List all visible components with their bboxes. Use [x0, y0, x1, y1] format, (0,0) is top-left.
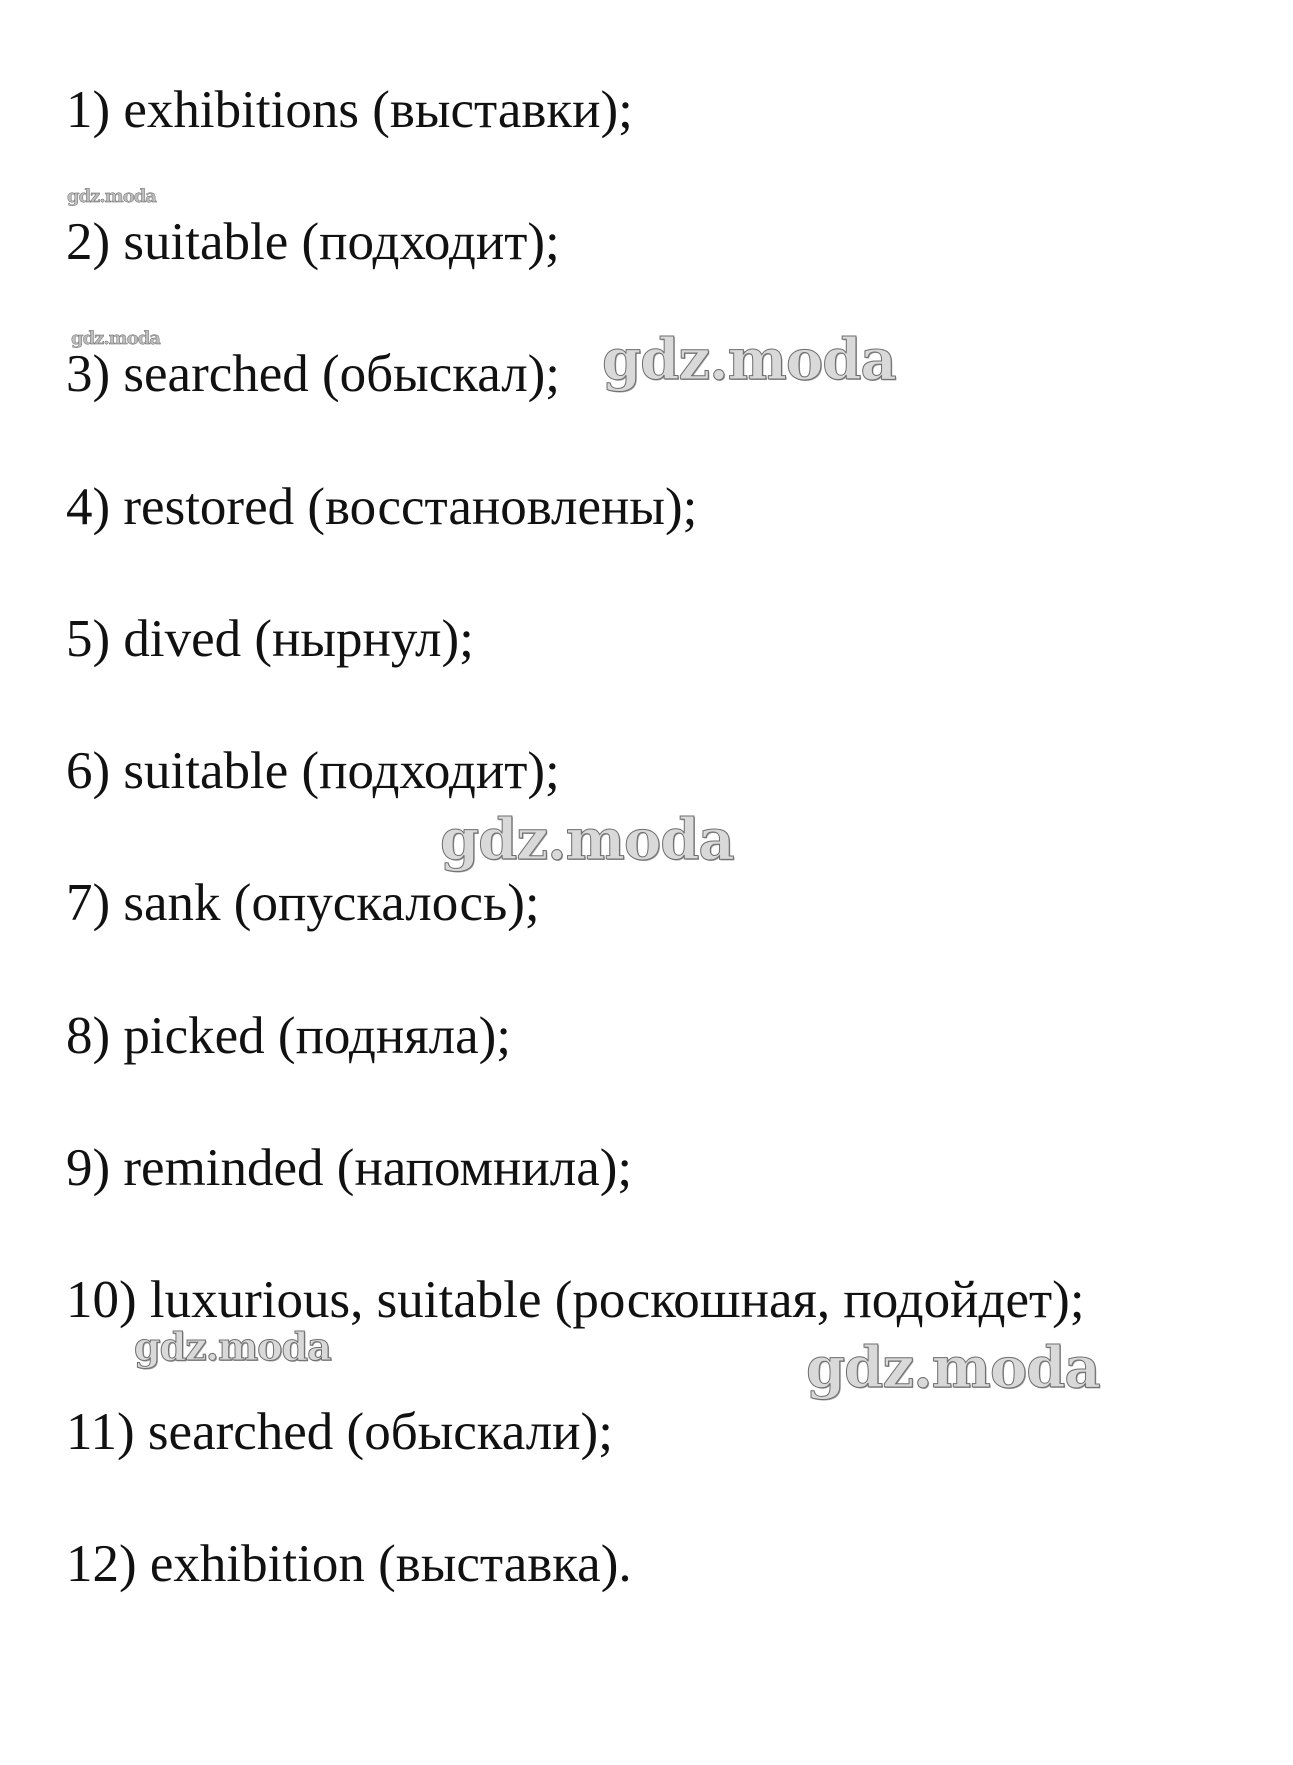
- answer-line-11: 11) searched (обыскали);: [66, 1403, 613, 1461]
- answer-line-5: 5) dived (нырнул);: [66, 610, 474, 668]
- answer-line-6: 6) suitable (подходит);: [66, 742, 560, 800]
- answer-line-8: 8) picked (подняла);: [66, 1007, 511, 1065]
- answer-line-1: 1) exhibitions (выставки);: [66, 81, 633, 139]
- answer-line-3: 3) searched (обыскал);: [66, 345, 561, 403]
- watermark-large-3: gdz.moda: [806, 1335, 1100, 1401]
- answer-line-4: 4) restored (восстановлены);: [66, 478, 698, 536]
- watermark-small-1: gdz.moda: [67, 186, 156, 207]
- answer-line-10: 10) luxurious, suitable (роскошная, подойдет);: [66, 1271, 1085, 1329]
- answer-line-2: 2) suitable (подходит);: [66, 213, 560, 271]
- watermark-large-1: gdz.moda: [602, 327, 896, 393]
- watermark-large-2: gdz.moda: [440, 807, 734, 873]
- answer-line-9: 9) reminded (напомнила);: [66, 1139, 633, 1197]
- watermark-small-2: gdz.moda: [71, 328, 160, 349]
- answer-line-7: 7) sank (опускалось);: [66, 874, 540, 932]
- answer-line-12: 12) exhibition (выставка).: [66, 1535, 632, 1593]
- watermark-medium-1: gdz.moda: [134, 1324, 331, 1369]
